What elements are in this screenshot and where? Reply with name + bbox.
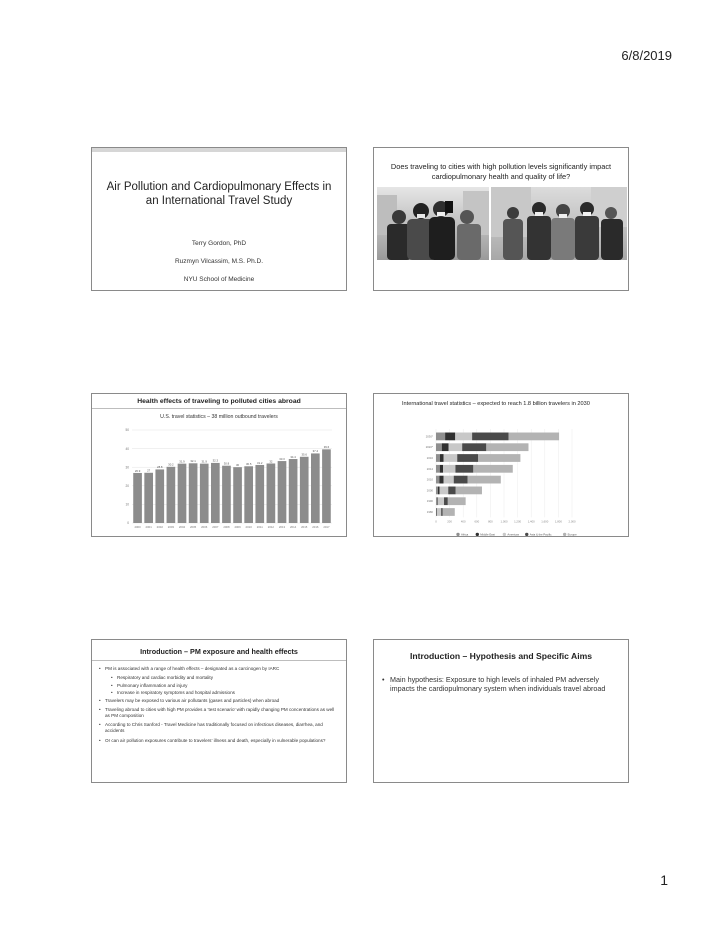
bar-segment <box>443 508 455 516</box>
bar-segment <box>436 476 439 484</box>
x-tick-label: 1,200 <box>514 519 522 524</box>
data-label: 31.2 <box>257 460 263 465</box>
legend-label: Europe <box>567 532 577 537</box>
data-label: 39.6 <box>323 445 330 450</box>
bar-segment <box>444 497 448 505</box>
bar-segment <box>441 508 443 516</box>
bar-segment <box>436 433 445 441</box>
bar <box>278 461 287 523</box>
y-tick-label: 20 <box>125 484 129 488</box>
data-label: 30.8 <box>223 461 230 466</box>
bullet-item: • PM is associated with a range of health effects – designated as a carcinogen by IARC <box>99 666 340 672</box>
data-label: 32.3 <box>212 458 219 463</box>
bar-segment <box>443 465 455 473</box>
data-label: 33.3 <box>279 456 285 461</box>
x-tick-label: 2015 <box>301 525 308 529</box>
x-tick-label: 2014 <box>289 525 297 529</box>
photo-people-masks-left <box>377 187 489 260</box>
bar-segment <box>448 497 466 505</box>
data-label: 34.4 <box>290 454 296 459</box>
legend-swatch <box>525 533 528 536</box>
x-tick-label: 2010 <box>245 525 252 529</box>
data-label: 31.9 <box>179 459 185 464</box>
legend-label: Middle East <box>480 532 495 537</box>
page-number: 1 <box>660 872 668 888</box>
bar-segment <box>445 433 455 441</box>
x-tick-label: 2006 <box>201 525 208 529</box>
bar-segment <box>439 476 443 484</box>
bar-segment <box>436 487 438 495</box>
y-tick-label: 2010 <box>426 477 433 482</box>
bar <box>322 449 331 523</box>
bar-segment <box>468 476 501 484</box>
x-tick-label: 1,600 <box>541 519 549 524</box>
data-label: 32 <box>269 459 273 464</box>
y-tick-label: 2014 <box>426 466 433 471</box>
bar <box>289 459 298 523</box>
y-tick-label: 1980 <box>426 510 433 514</box>
international-arrivals-stacked-bar-chart <box>374 394 629 537</box>
x-tick-label: 2001 <box>145 525 152 529</box>
y-tick-label: 2020* <box>425 445 433 450</box>
data-label: 30.5 <box>245 462 252 467</box>
x-tick-label: 2017 <box>323 525 330 529</box>
y-tick-label: 40 <box>125 446 129 451</box>
bar <box>189 463 198 523</box>
x-tick-label: 600 <box>474 519 480 524</box>
x-tick-label: 1,800 <box>554 519 562 524</box>
x-tick-label: 200 <box>447 519 452 524</box>
slide-bullet-list <box>99 666 340 747</box>
x-tick-label: 2013 <box>278 525 286 529</box>
us-outbound-travelers-bar-chart <box>92 394 347 537</box>
bar-segment <box>462 443 486 451</box>
x-tick-label: 400 <box>460 519 466 524</box>
bar-segment <box>456 487 482 495</box>
x-tick-label: 800 <box>488 519 493 524</box>
legend-label: Asia & the Pacific <box>529 532 552 537</box>
x-tick-label: 1,400 <box>527 519 535 524</box>
bar-segment <box>449 443 463 451</box>
x-tick-label: 0 <box>435 519 437 524</box>
legend-label: Americas <box>507 532 520 537</box>
bar <box>167 467 176 523</box>
x-tick-label: 2000 <box>134 525 141 529</box>
slide-chart-title: Health effects of traveling to polluted cities abroad <box>137 398 301 405</box>
bar-segment <box>454 476 468 484</box>
x-tick-label: 2004 <box>178 525 186 529</box>
slide-chart-subtitle: U.S. travel statistics – 38 million outbound travelers <box>160 414 278 420</box>
slide-us-travel-chart <box>91 393 347 537</box>
slide-question <box>373 147 629 291</box>
bar-segment <box>473 465 512 473</box>
legend-swatch <box>456 533 459 536</box>
author-line: Ruzmyn Vilcassim, M.S. Ph.D. <box>174 258 263 265</box>
bar-segment <box>455 465 473 473</box>
institution-line: NYU School of Medicine <box>183 276 255 283</box>
data-label: 35.6 <box>301 452 307 457</box>
slide-chart-title: International travel statistics – expected to reach 1.8 billion travelers in 2030 <box>402 401 590 407</box>
bar-segment <box>486 443 528 451</box>
y-tick-label: 2030* <box>425 434 433 439</box>
bar <box>211 463 220 523</box>
bar <box>267 463 276 523</box>
bar-segment <box>444 476 454 484</box>
x-tick-label: 2012 <box>267 525 275 529</box>
x-tick-label: 2008 <box>223 525 230 529</box>
bar-segment <box>448 487 455 495</box>
bar <box>144 473 153 523</box>
slide-hypothesis <box>373 639 629 783</box>
bar-segment <box>440 454 444 462</box>
x-tick-label: 2016 <box>312 525 319 529</box>
data-label: 31.9 <box>201 459 207 464</box>
x-tick-label: 2011 <box>256 525 263 529</box>
bar-segment <box>436 497 437 505</box>
y-tick-label: 50 <box>125 428 129 433</box>
slide-question-text: Does traveling to cities with high pollution levels significantly impact cardiopulmonary health and quality of life? <box>390 162 612 181</box>
bullet-item: • Traveling abroad to cities with high PM provides a ‘test scenario’ with rapidly changing PM concentrations as well as PM composition <box>99 707 340 719</box>
sub-bullet-item: • Respiratory and cardiac morbidity and mortality <box>99 675 340 681</box>
bar-segment <box>478 454 520 462</box>
bar-segment <box>438 487 440 495</box>
slide-heading: Introduction – PM exposure and health effects <box>140 647 298 656</box>
legend-swatch <box>503 533 506 536</box>
bar <box>300 457 309 523</box>
bar <box>244 466 253 523</box>
bar-segment <box>436 465 440 473</box>
bullet-item: • Or can air pollution exposures contribute to travelers’ illness and death, especially in vulnerable populations? <box>99 738 340 744</box>
bar-segment <box>472 433 508 441</box>
author-line: Terry Gordon, PhD <box>191 240 247 247</box>
data-label: 28.8 <box>157 465 163 470</box>
slide-pm-exposure <box>91 639 347 783</box>
sub-bullet-item: • Pulmonary inflammation and injury <box>99 683 340 689</box>
slide-international-travel-chart <box>373 393 629 537</box>
bar-segment <box>436 443 442 451</box>
bar <box>178 464 187 523</box>
slide-rule <box>92 660 346 661</box>
photo-people-masks-right <box>491 187 627 260</box>
slide-top-bar <box>92 148 346 152</box>
x-tick-label: 2,000 <box>568 519 576 524</box>
x-tick-label: 2002 <box>156 525 163 529</box>
data-label: 30 <box>235 463 240 467</box>
y-tick-label: 30 <box>125 465 129 470</box>
bar-segment <box>444 454 458 462</box>
bar-segment <box>455 433 472 441</box>
bar-segment <box>442 443 449 451</box>
slide-title-heading: Air Pollution and Cardiopulmonary Effects in an International Travel Study <box>106 181 332 207</box>
bar <box>311 453 320 523</box>
hypothesis-bullet: • Main hypothesis: Exposure to high levels of inhaled PM adversely impacts the cardiopulmonary system when individuals travel abroad <box>382 675 620 693</box>
bar-segment <box>457 454 478 462</box>
x-tick-label: 2003 <box>167 525 175 529</box>
slide-title <box>91 147 347 291</box>
y-tick-label: 0 <box>127 521 129 526</box>
bar <box>255 465 264 523</box>
bar-segment <box>508 433 559 441</box>
bar <box>233 467 242 523</box>
sub-bullet-item: • Increase in respiratory symptoms and hospital admissions <box>99 690 340 696</box>
y-tick-label: 10 <box>125 502 129 507</box>
data-label: 30.2 <box>168 462 174 467</box>
x-tick-label: 2009 <box>234 525 241 529</box>
x-tick-label: 2007 <box>212 525 219 529</box>
data-label: 26.9 <box>134 468 141 473</box>
bar-segment <box>440 465 443 473</box>
bar-segment <box>440 487 449 495</box>
bar <box>222 466 231 523</box>
slide-heading: Introduction – Hypothesis and Specific Aims <box>409 651 593 661</box>
bar-segment <box>437 508 441 516</box>
y-tick-label: 1990 <box>426 499 433 504</box>
y-tick-label: 2000 <box>426 488 433 493</box>
bar <box>133 473 142 523</box>
bar-segment <box>438 497 444 505</box>
data-label: 37.4 <box>312 449 319 454</box>
bar-segment <box>437 497 438 505</box>
data-label: 32.1 <box>190 459 196 464</box>
bullet-item: • According to Chris Sanford - Travel Medicine has traditionally focused on infectious diseases, diarrhea, and accidents <box>99 722 340 734</box>
page-date: 6/8/2019 <box>621 48 672 63</box>
y-tick-label: 2016 <box>426 456 433 460</box>
bar <box>155 469 164 523</box>
x-tick-label: 1,000 <box>500 519 508 524</box>
x-tick-label: 2005 <box>189 525 197 529</box>
legend-label: Africa <box>461 532 469 537</box>
bar <box>200 464 209 523</box>
bar-segment <box>436 454 440 462</box>
data-label: 27 <box>147 468 151 473</box>
legend-swatch <box>476 533 479 536</box>
legend-swatch <box>563 533 566 536</box>
bullet-item: • Travelers may be exposed to various air pollutants (gases and particles) when abroad <box>99 698 340 704</box>
